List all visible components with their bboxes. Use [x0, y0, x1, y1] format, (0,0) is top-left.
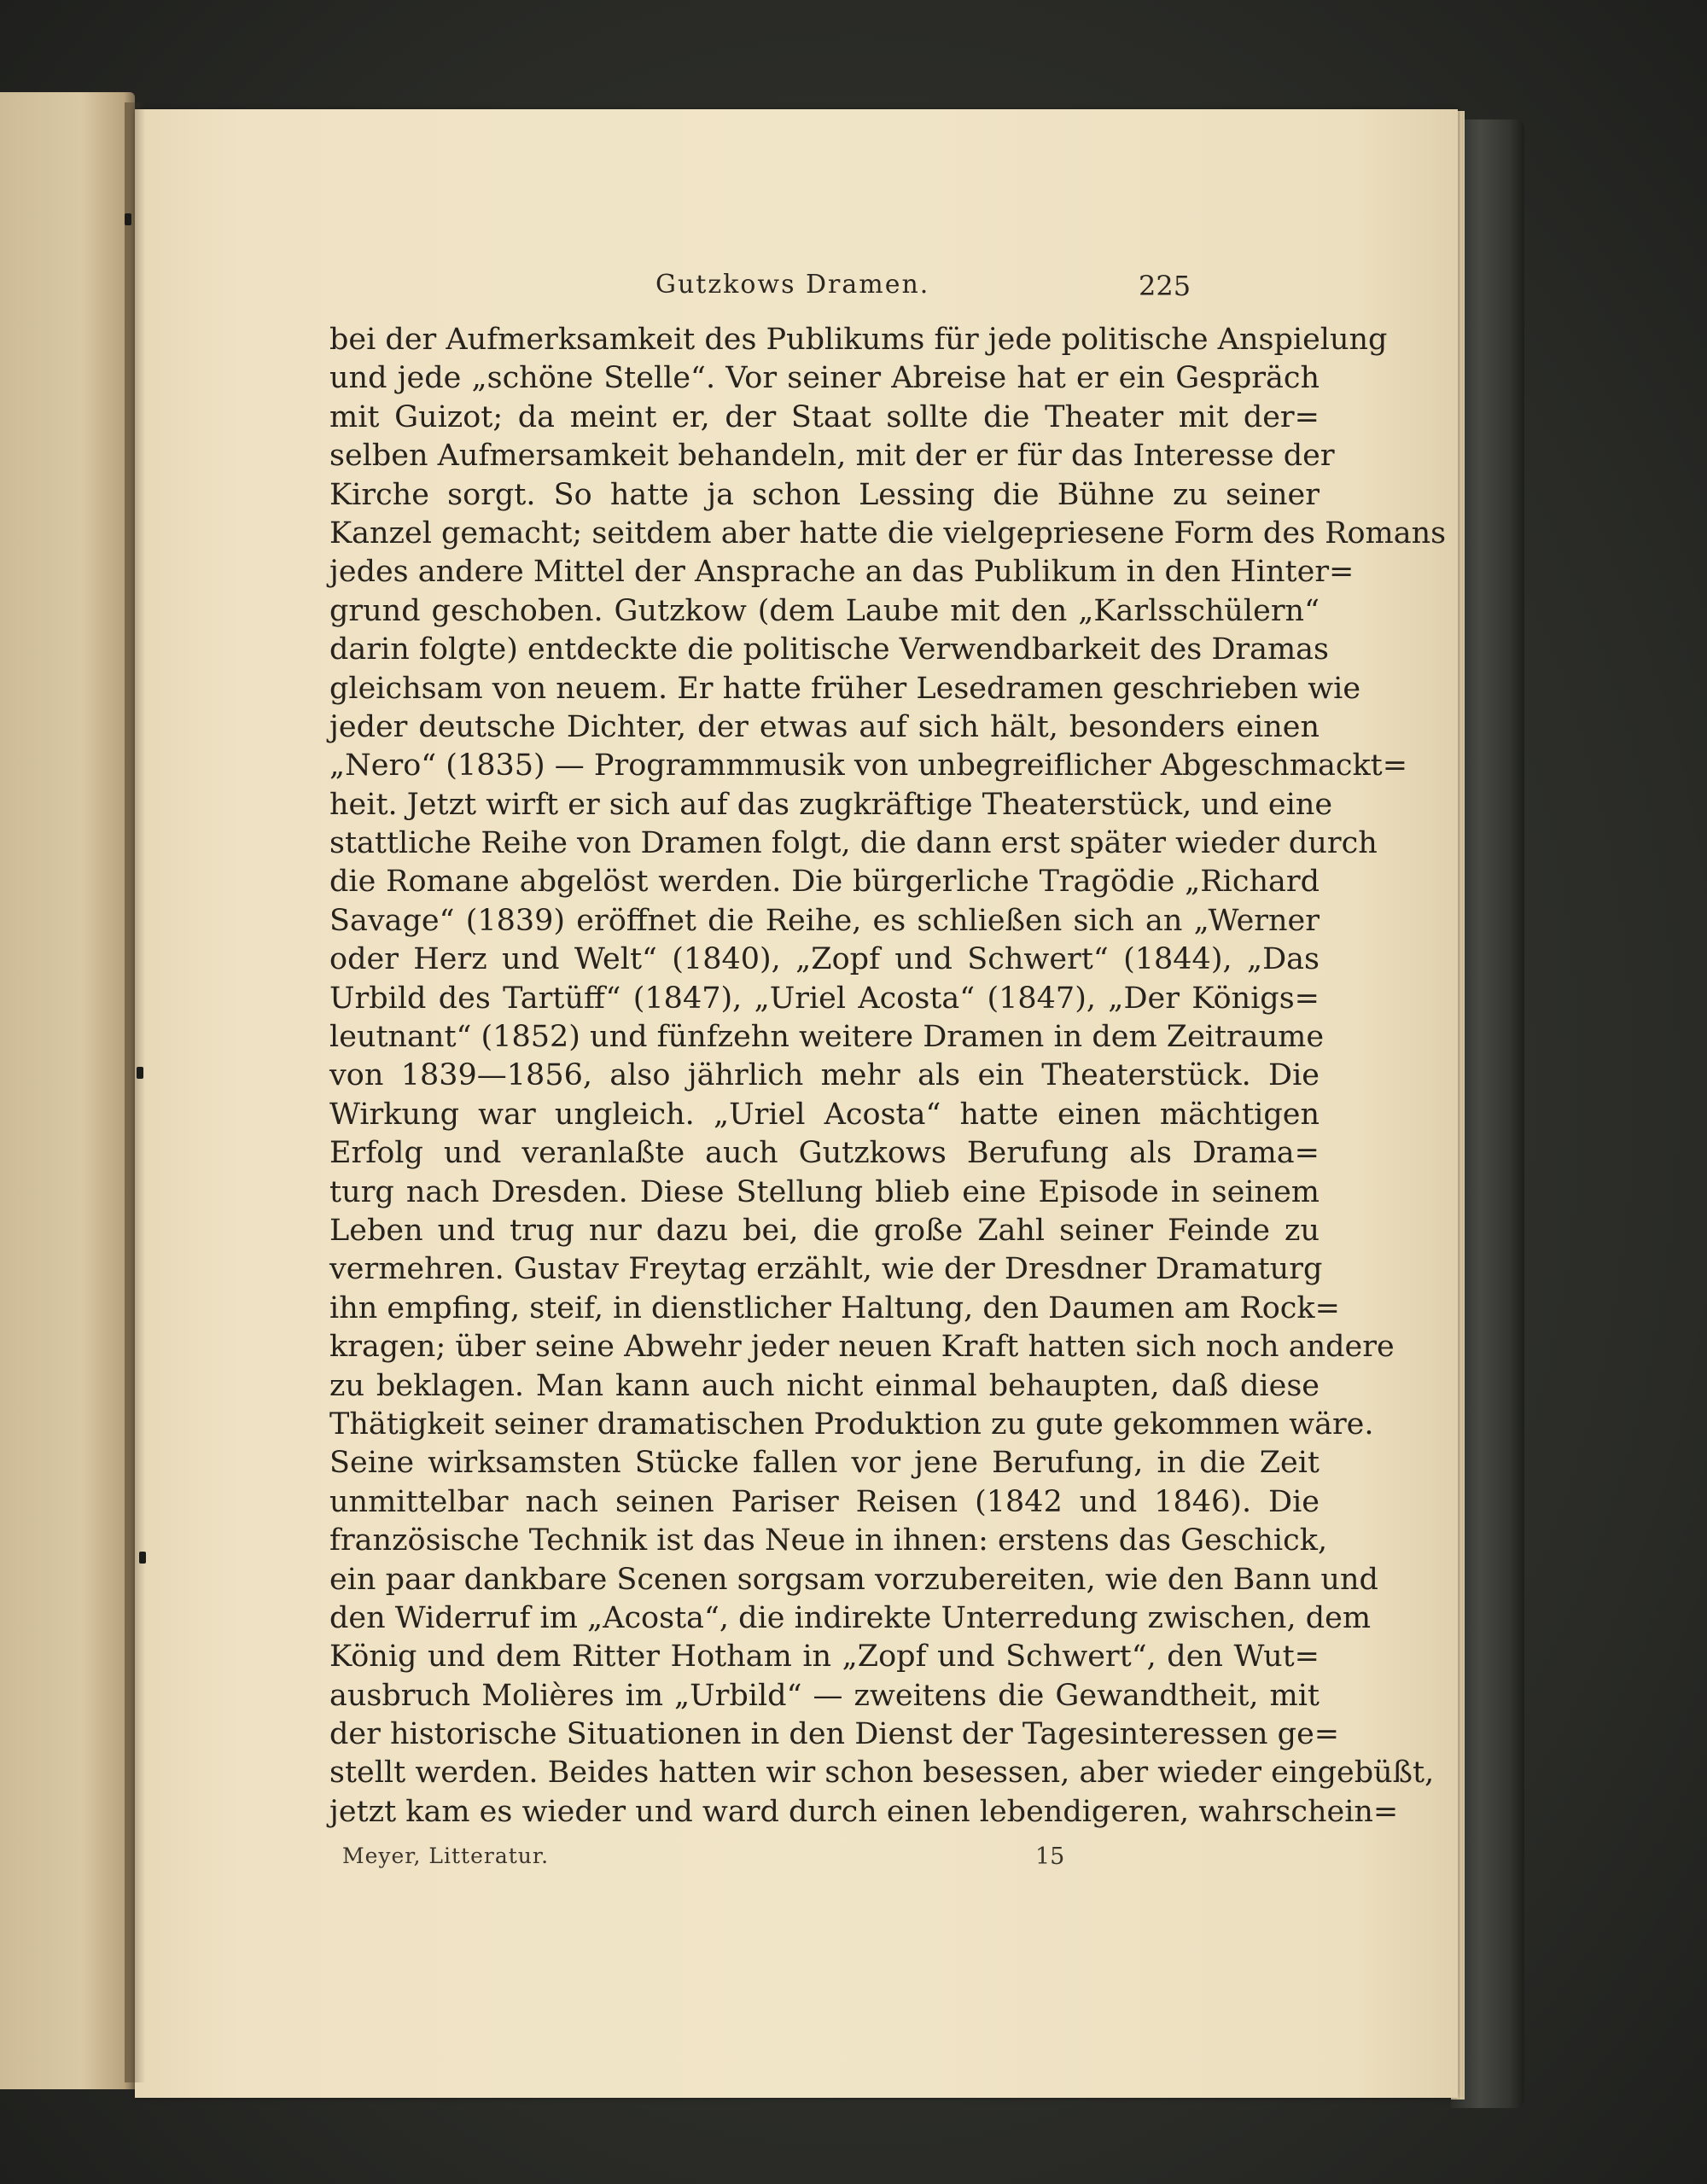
text-line: darin folgte) entdeckte die politische Verwendbarkeit des Dramas [329, 632, 1330, 667]
text-line: und jede „schöne Stelle“. Vor seiner Abreise hat er ein Gespräch [329, 361, 1320, 396]
text-line: Kirche sorgt. So hatte ja schon Lessing die Bühne zu seiner [329, 477, 1320, 512]
page-footer [135, 1843, 1458, 1878]
spine-shadow [125, 102, 145, 2082]
text-line: mit Guizot; da meint er, der Staat sollte die Theater mit der= [329, 399, 1320, 434]
signature-line: Meyer, Litteratur. [342, 1843, 550, 1868]
text-line: leutnant“ (1852) und fünfzehn weitere Dramen in dem Zeitraume [329, 1020, 1325, 1055]
running-title: Gutzkows Dramen. [655, 270, 930, 300]
text-line: König und dem Ritter Hotham in „Zopf und Schwert“, den Wut= [329, 1639, 1320, 1674]
text-line: vermehren. Gustav Freytag erzählt, wie der Dresdner Dramaturg [329, 1252, 1323, 1287]
margin-mark [137, 1067, 143, 1079]
sheet-number: 15 [1035, 1843, 1065, 1870]
text-line: Kanzel gemacht; seitdem aber hatte die vielgepriesene Form des Romans [329, 515, 1447, 550]
facing-page-edge [0, 92, 135, 2089]
text-line: ihn empfing, steif, in dienstlicher Haltung, den Daumen am Rock= [329, 1290, 1340, 1325]
text-line: oder Herz und Welt“ (1840), „Zopf und Schwert“ (1844), „Das [329, 942, 1320, 977]
margin-mark [125, 213, 131, 225]
text-line: Thätigkeit seiner dramatischen Produktion zu gute gekommen wäre. [329, 1406, 1374, 1441]
book-page [135, 109, 1458, 2098]
text-line: jedes andere Mittel der Ansprache an das Publikum in den Hinter= [329, 555, 1355, 590]
text-line: heit. Jetzt wirft er sich auf das zugkräftige Theaterstück, und eine [329, 787, 1333, 822]
text-line: selben Aufmersamkeit behandeln, mit der er für das Interesse der [329, 439, 1335, 474]
text-line: französische Technik ist das Neue in ihnen: erstens das Geschick, [329, 1523, 1328, 1558]
text-line: Urbild des Tartüff“ (1847), „Uriel Acosta“ (1847), „Der Königs= [329, 981, 1320, 1016]
text-line: kragen; über seine Abwehr jeder neuen Kraft hatten sich noch andere [329, 1330, 1395, 1365]
text-line: ein paar dankbare Scenen sorgsam vorzubereiten, wie den Bann und [329, 1562, 1378, 1597]
text-line: Seine wirksamsten Stücke fallen vor jene Berufung, in die Zeit [329, 1446, 1320, 1481]
text-line: die Romane abgelöst werden. Die bürgerliche Tragödie „Richard [329, 865, 1320, 900]
text-line: ausbruch Molières im „Urbild“ — zweitens die Gewandtheit, mit [329, 1678, 1320, 1713]
body-text [329, 321, 1447, 1832]
page-number: 225 [1139, 270, 1191, 302]
running-head [135, 270, 1458, 321]
text-line: grund geschoben. Gutzkow (dem Laube mit den „Karlsschülern“ [329, 593, 1320, 628]
text-line: Savage“ (1839) eröffnet die Reihe, es schließen sich an „Werner [329, 903, 1320, 938]
text-line: gleichsam von neuem. Er hatte früher Lesedramen geschrieben wie [329, 671, 1361, 706]
margin-mark [139, 1552, 146, 1564]
text-line: den Widerruf im „Acosta“, die indirekte Unterredung zwischen, dem [329, 1600, 1372, 1635]
text-line: unmittelbar nach seinen Pariser Reisen (1842 und 1846). Die [329, 1484, 1320, 1519]
text-line: Leben und trug nur dazu bei, die große Zahl seiner Feinde zu [329, 1213, 1320, 1248]
text-line: jetzt kam es wieder und ward durch einen lebendigeren, wahrschein= [329, 1794, 1399, 1829]
text-line: bei der Aufmerksamkeit des Publikums für jede politische Anspielung [329, 323, 1388, 357]
text-line: von 1839—1856, also jährlich mehr als ein Theaterstück. Die [329, 1058, 1320, 1093]
text-line: „Nero“ (1835) — Programmmusik von unbegreiflicher Abgeschmackt= [329, 748, 1408, 783]
text-line: Erfolg und veranlaßte auch Gutzkows Berufung als Drama= [329, 1136, 1320, 1171]
text-line: turg nach Dresden. Diese Stellung blieb eine Episode in seinem [329, 1174, 1320, 1209]
text-line: der historische Situationen in den Dienst der Tagesinteressen ge= [329, 1717, 1340, 1752]
text-line: Wirkung war ungleich. „Uriel Acosta“ hatte einen mächtigen [329, 1097, 1320, 1132]
text-line: zu beklagen. Man kann auch nicht einmal behaupten, daß diese [329, 1368, 1320, 1403]
text-line: stattliche Reihe von Dramen folgt, die dann erst später wieder durch [329, 826, 1378, 861]
text-line: stellt werden. Beides hatten wir schon besessen, aber wieder eingebüßt, [329, 1756, 1435, 1791]
text-line: jeder deutsche Dichter, der etwas auf sich hält, besonders einen [329, 709, 1320, 744]
